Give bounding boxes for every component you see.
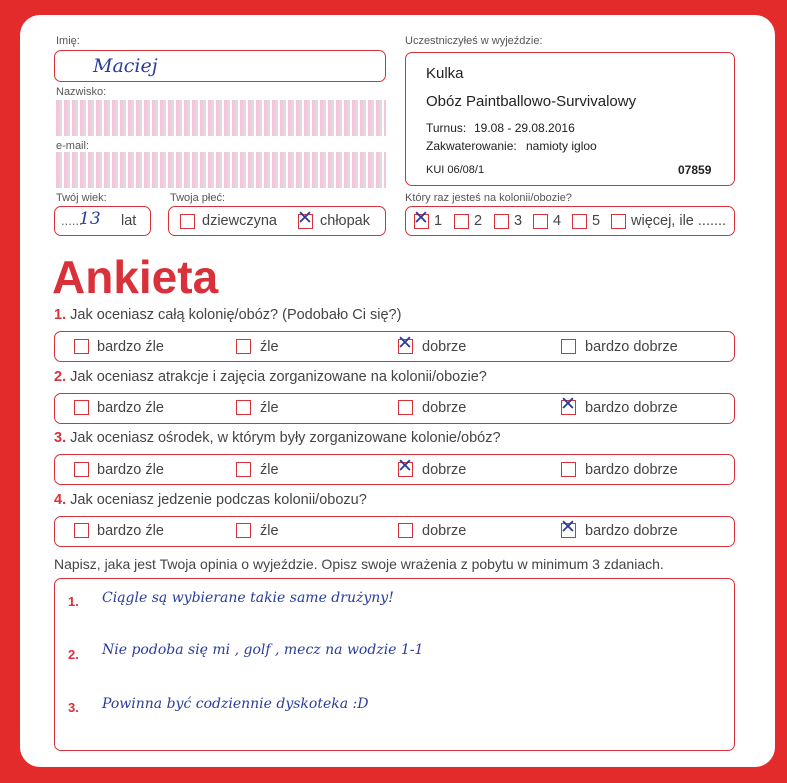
answer-text: Ciągle są wybierane takie same drużyny! bbox=[102, 590, 394, 606]
q1-option-bad: źle bbox=[260, 339, 279, 355]
gender-checkbox-boy[interactable] bbox=[297, 207, 313, 229]
times-label: Który raz jesteś na kolonii/obozie? bbox=[405, 192, 572, 204]
q1-checkbox-bad[interactable] bbox=[236, 339, 251, 354]
camp-number: 07859 bbox=[678, 163, 712, 177]
q4-option-good: dobrze bbox=[422, 523, 467, 539]
age-label: Twój wiek: bbox=[56, 192, 107, 204]
name-value: Maciej bbox=[93, 55, 158, 77]
q4-option-bad: źle bbox=[260, 523, 279, 539]
times-option-1: 1 bbox=[434, 213, 443, 229]
redacted-surname bbox=[56, 100, 386, 136]
q3-checkbox-very-good[interactable] bbox=[561, 462, 576, 477]
age-field[interactable] bbox=[54, 206, 151, 236]
email-label: e-mail: bbox=[56, 140, 90, 152]
q3-option-good: dobrze bbox=[422, 462, 467, 478]
times-option-2: 2 bbox=[474, 213, 483, 229]
q3-option-very-bad: bardzo źle bbox=[97, 462, 164, 478]
q4-checkbox-very-bad[interactable] bbox=[74, 523, 89, 538]
question-1 bbox=[54, 307, 401, 323]
times-option-4: 4 bbox=[553, 213, 562, 229]
camp-label: Uczestniczyłeś w wyjeździe: bbox=[405, 35, 543, 47]
x-mark-icon: ✕ bbox=[297, 207, 313, 229]
q4-checkbox-very-good[interactable] bbox=[560, 516, 576, 538]
accommodation-value: namioty igloo bbox=[526, 139, 597, 153]
q2-option-very-good: bardzo dobrze bbox=[585, 400, 678, 416]
q4-checkbox-good[interactable] bbox=[398, 523, 413, 538]
turnus-value: 19.08 - 29.08.2016 bbox=[474, 121, 575, 135]
x-mark-icon: ✕ bbox=[413, 207, 429, 229]
x-mark-icon: ✕ bbox=[397, 455, 413, 477]
q3-checkbox-very-bad[interactable] bbox=[74, 462, 89, 477]
camp-info-box bbox=[405, 52, 735, 186]
question-3 bbox=[54, 430, 501, 446]
times-option-more: więcej, ile ....... bbox=[631, 213, 727, 229]
name-field[interactable] bbox=[54, 50, 386, 82]
q2-option-bad: źle bbox=[260, 400, 279, 416]
age-unit: lat bbox=[121, 213, 137, 229]
gender-option-boy: chłopak bbox=[320, 213, 370, 229]
q3-option-very-good: bardzo dobrze bbox=[585, 462, 678, 478]
q1-checkbox-good[interactable] bbox=[397, 332, 413, 354]
accommodation-label: Zakwaterowanie: bbox=[426, 139, 517, 153]
survey-title: Ankieta bbox=[52, 251, 219, 303]
surname-label: Nazwisko: bbox=[56, 86, 107, 98]
question-number: 3. bbox=[54, 430, 67, 446]
times-checkbox-2[interactable] bbox=[454, 214, 469, 229]
times-checkbox-more[interactable] bbox=[611, 214, 626, 229]
times-checkbox-3[interactable] bbox=[494, 214, 509, 229]
gender-checkbox-girl[interactable] bbox=[180, 214, 195, 229]
question-text: Jak oceniasz całą kolonię/obóz? (Podobało Ci się?) bbox=[70, 307, 402, 323]
x-mark-icon: ✕ bbox=[397, 332, 413, 354]
x-mark-icon: ✕ bbox=[560, 516, 576, 538]
q3-checkbox-good[interactable] bbox=[397, 455, 413, 477]
q4-checkbox-bad[interactable] bbox=[236, 523, 251, 538]
turnus-label: Turnus: bbox=[426, 121, 467, 135]
q1-option-good: dobrze bbox=[422, 339, 467, 355]
redacted-email bbox=[56, 152, 386, 188]
question-text: Jak oceniasz ośrodek, w którym były zorganizowane kolonie/obóz? bbox=[70, 430, 501, 446]
q1-checkbox-very-good[interactable] bbox=[561, 339, 576, 354]
times-checkbox-5[interactable] bbox=[572, 214, 587, 229]
q2-checkbox-bad[interactable] bbox=[236, 400, 251, 415]
opinion-prompt: Napisz, jaka jest Twoja opinia o wyjeździe. Opisz swoje wrażenia z pobytu w minimum 3 zdaniach. bbox=[54, 556, 664, 572]
times-checkbox-4[interactable] bbox=[533, 214, 548, 229]
camp-line-1: Kulka bbox=[426, 65, 464, 82]
times-option-3: 3 bbox=[514, 213, 523, 229]
answer-number: 3. bbox=[68, 700, 79, 715]
q2-option-very-bad: bardzo źle bbox=[97, 400, 164, 416]
answer-number: 1. bbox=[68, 594, 79, 609]
times-checkbox-1[interactable] bbox=[413, 207, 429, 229]
q4-option-very-bad: bardzo źle bbox=[97, 523, 164, 539]
x-mark-icon: ✕ bbox=[560, 393, 576, 415]
question-4 bbox=[54, 492, 367, 508]
age-value: 13 bbox=[79, 209, 101, 229]
q3-checkbox-bad[interactable] bbox=[236, 462, 251, 477]
question-text: Jak oceniasz jedzenie podczas kolonii/obozu? bbox=[70, 492, 367, 508]
question-2 bbox=[54, 369, 487, 385]
answer-text: Powinna być codziennie dyskoteka :D bbox=[102, 696, 369, 712]
camp-code: KUI 06/08/1 bbox=[426, 164, 485, 176]
gender-option-girl: dziewczyna bbox=[202, 213, 277, 229]
q2-checkbox-very-bad[interactable] bbox=[74, 400, 89, 415]
q1-checkbox-very-bad[interactable] bbox=[74, 339, 89, 354]
answer-number: 2. bbox=[68, 647, 79, 662]
q1-option-very-good: bardzo dobrze bbox=[585, 339, 678, 355]
name-label: Imię: bbox=[56, 35, 80, 47]
camp-line-2: Obóz Paintballowo-Survivalowy bbox=[426, 93, 637, 110]
times-option-5: 5 bbox=[592, 213, 601, 229]
q2-option-good: dobrze bbox=[422, 400, 467, 416]
q4-option-very-good: bardzo dobrze bbox=[585, 523, 678, 539]
q2-checkbox-good[interactable] bbox=[398, 400, 413, 415]
q3-option-bad: źle bbox=[260, 462, 279, 478]
answer-text: Nie podoba się mi , golf , mecz na wodzie 1-1 bbox=[102, 642, 424, 658]
question-number: 4. bbox=[54, 492, 67, 508]
question-number: 2. bbox=[54, 369, 67, 385]
q1-option-very-bad: bardzo źle bbox=[97, 339, 164, 355]
question-text: Jak oceniasz atrakcje i zajęcia zorganizowane na kolonii/obozie? bbox=[70, 369, 487, 385]
q2-checkbox-very-good[interactable] bbox=[560, 393, 576, 415]
gender-label: Twoja płeć: bbox=[170, 192, 226, 204]
question-number: 1. bbox=[54, 307, 67, 323]
age-dots: ...... bbox=[61, 213, 83, 228]
